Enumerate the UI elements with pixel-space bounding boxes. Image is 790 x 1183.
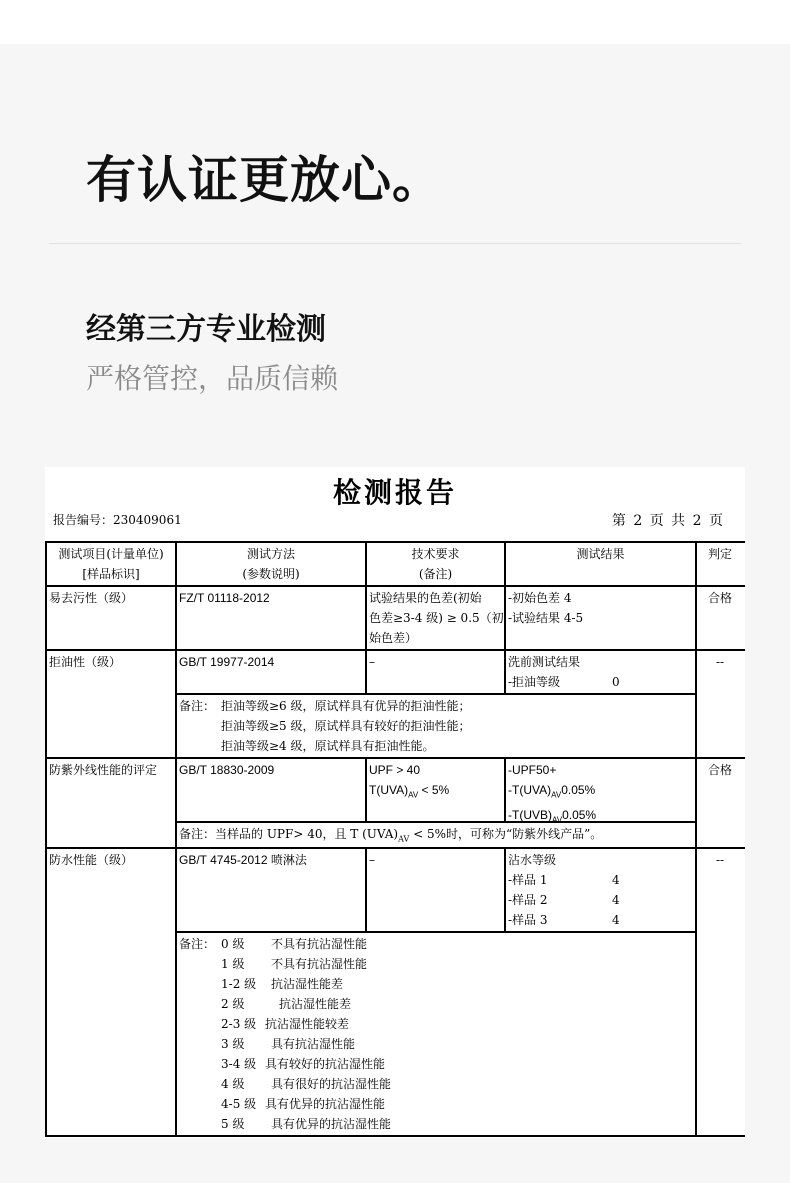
uv-req-tail: < 5% [418,783,450,797]
header-judgement [697,544,743,564]
uv-method: GB/T 18830-2009 [179,763,275,777]
uv-note-tail: < 5%时，可称为“防紫外线产品”。 [409,827,603,841]
test-report [45,467,745,1138]
water-sample-value: 4 [612,913,620,927]
table-rule [504,649,506,693]
water-grade-desc: 具有优异的抗沾湿性能 [265,1097,386,1111]
water-grade: 3 级 [221,1037,245,1051]
water-grade-row [221,1034,691,1054]
uv-uva-sub: AV [551,790,562,800]
water-grade: 1 级 [221,957,245,971]
water-method: GB/T 4745-2012 喷淋法 [179,853,307,867]
uv-req-line: UPF > 40 [369,763,421,777]
water-sample-label: -样品 3 [508,913,548,927]
top-band [0,0,790,44]
water-grade: 2-3 级 [221,1017,257,1031]
header-result-line: 测试结果 [576,547,625,561]
water-grade-row [221,934,691,954]
water-grade: 3-4 级 [221,1057,257,1071]
uv-item: 防紫外线性能的评定 [49,763,158,777]
header-item-line: 测试项目(计量单位) [58,547,164,561]
table-rule [45,1135,745,1137]
uv-result-line [508,780,596,805]
report-number: 报告编号：230409061 [53,513,182,527]
water-grade-row [221,1074,691,1094]
uv-note-sub: AV [398,834,410,844]
water-grade: 4 级 [221,1077,245,1091]
water-note-prefix: 备注： [179,937,216,951]
report-page-info: 第 2 页 共 2 页 [611,513,723,529]
table-rule [365,847,367,931]
header-method [177,544,365,584]
water-sample-value: 4 [612,893,620,907]
water-sample-label: -样品 1 [508,873,548,887]
section-title: 经第三方专业检测 [86,312,326,347]
water-sample-label: -样品 2 [508,893,548,907]
table-rule [504,847,506,931]
water-grade-desc: 不具有抗沾湿性能 [271,957,368,971]
table-rule [175,541,177,1137]
water-grade-row [221,1114,691,1134]
divider [49,243,741,244]
header-item [47,544,175,584]
water-grade-desc: 具有较好的抗沾湿性能 [265,1057,386,1071]
water-result-title: 沾水等级 [508,853,557,867]
table-rule [176,931,697,933]
stain-req-line: 色差≥3-4 级) ≥ 0.5（初 [369,611,504,625]
uv-req-sub: AV [408,790,419,800]
uv-uvb-main: -T(UVB) [508,808,552,823]
oil-method: GB/T 19977-2014 [179,655,275,669]
table-rule [365,649,367,693]
oil-note-line: 拒油等级≥5 级，原试样具有较好的拒油性能； [221,719,471,733]
uv-requirement [369,760,449,805]
water-grade: 0 级 [221,937,245,951]
oil-result-line: 洗前测试结果 [508,655,581,669]
water-grade-desc: 抗沾湿性能差 [279,997,352,1011]
water-grade: 5 级 [221,1117,245,1131]
water-sample-row [508,870,694,890]
water-grade-desc: 具有抗沾湿性能 [271,1037,356,1051]
water-grade-row [221,974,691,994]
table-rule [45,585,745,587]
uv-uvb-value: 0.05% [562,808,597,823]
table-rule [176,693,697,695]
water-sample-value: 4 [612,873,620,887]
oil-requirement: – [369,655,375,669]
water-grade-row [221,954,691,974]
oil-result [508,652,620,692]
stain-result-line: -试验结果 4-5 [508,611,584,625]
header-item-line: [样品标识] [82,567,140,581]
uv-note [179,824,602,849]
water-grade: 4-5 级 [221,1097,257,1111]
oil-result-line [508,672,620,692]
water-grade-desc: 抗沾湿性能较差 [265,1017,350,1031]
water-grade: 2 级 [221,997,245,1011]
water-result [508,850,694,930]
uv-req-main: T(UVA) [369,783,409,797]
uv-judgement: 合格 [707,763,732,777]
uv-result-line: -UPF50+ [508,763,557,777]
header-req-line: 技术要求 [411,547,460,561]
water-grade: 1-2 级 [221,977,257,991]
water-grade-desc: 具有优异的抗沾湿性能 [271,1117,392,1131]
stain-requirement [369,588,504,648]
table-rule [45,541,47,1137]
water-grade-desc: 不具有抗沾湿性能 [271,937,368,951]
uv-result [508,760,596,831]
table-rule [45,541,745,543]
table-rule [45,757,745,759]
oil-grade-label: -拒油等级 [508,675,561,689]
header-req-line: (备注) [418,567,453,581]
stain-result [508,588,583,628]
oil-note-line: 拒油等级≥4 级，原试样具有拒油性能。 [221,739,435,753]
uv-note-head: 备注：当样品的 UPF> 40，且 T (UVA) [179,827,399,841]
stain-method: FZ/T 01118-2012 [179,591,270,605]
report-table [45,467,745,1138]
page-title: 有认证更放心。 [86,151,443,209]
oil-note-prefix: 备注： [179,699,216,713]
stain-req-line: 试验结果的色差(初始 [369,591,482,605]
stain-result-line: -初始色差 4 [508,591,572,605]
oil-grade-value: 0 [612,675,620,689]
header-requirement [367,544,504,584]
water-sample-row [508,910,694,930]
oil-note-line: 拒油等级≥6 级，原试样具有优异的拒油性能； [221,699,471,713]
water-grade-list [221,934,691,1134]
table-rule [504,757,506,821]
table-rule [695,541,697,1137]
uv-uva-value: 0.05% [561,783,596,797]
water-grade-row [221,1014,691,1034]
table-rule [365,757,367,821]
water-grade-desc: 具有很好的抗沾湿性能 [271,1077,392,1091]
water-item: 防水性能（级） [49,853,134,867]
table-rule [176,821,697,823]
report-title: 检测报告 [332,476,457,509]
stain-judgement: 合格 [707,591,732,605]
water-grade-row [221,1094,691,1114]
oil-item: 拒油性（级） [49,655,122,669]
header-method-line: (参数说明) [242,567,300,581]
oil-judgement: -- [715,655,725,669]
section-caption: 严格管控，品质信赖 [86,362,339,395]
stain-req-line: 始色差） [369,631,418,645]
water-sample-row [508,890,694,910]
table-rule [45,649,745,651]
water-grade-row [221,1054,691,1074]
water-grade-desc: 抗沾湿性能差 [271,977,344,991]
uv-uva-main: -T(UVA) [508,783,552,797]
stain-item: 易去污性（级） [49,591,134,605]
water-grade-row [221,994,691,1014]
header-result [506,544,695,564]
water-requirement: – [369,853,375,867]
uv-uvb-sub: AV [552,815,563,825]
water-judgement: -- [715,853,725,867]
header-judge-line: 判定 [707,547,732,561]
uv-req-line [369,780,449,805]
header-method-line: 测试方法 [246,547,295,561]
